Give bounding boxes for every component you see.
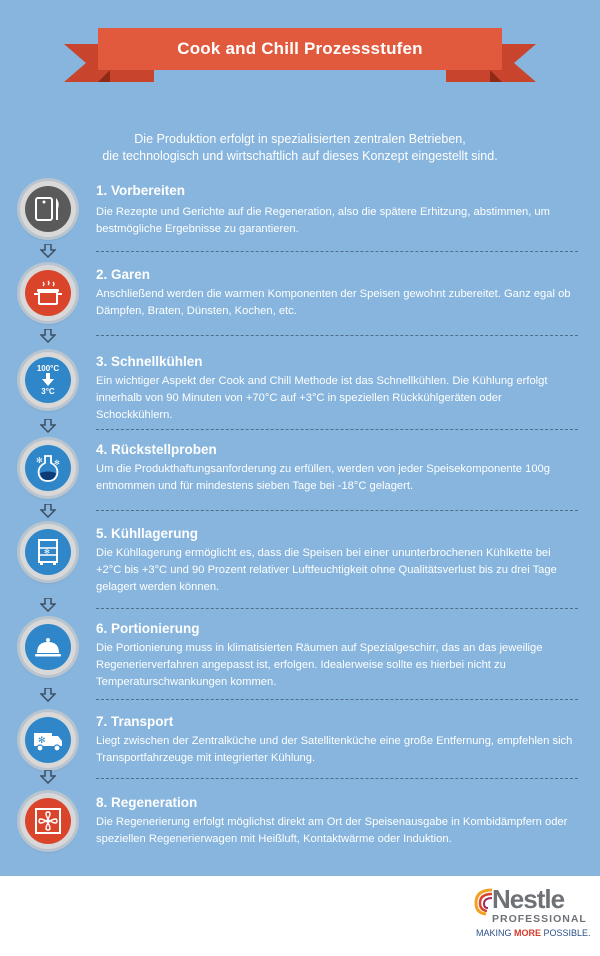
- step-5-title: 5. Kühllagerung: [96, 526, 199, 541]
- convection-fan-icon: [25, 798, 71, 844]
- arrow-down-icon: [40, 770, 56, 784]
- svg-text:✻: ✻: [44, 548, 50, 556]
- step-4-text: Um die Produkthaftungsanforderung zu erfüllen, werden von jeder Speisekomponente 100g entnommen und für mindestens sieben Tage bei -18°C gelagert.: [96, 463, 551, 492]
- ribbon-fold-right: [490, 70, 502, 82]
- logo-brand: Nestle: [492, 884, 565, 914]
- temperature-low-label: 3°C: [41, 387, 55, 396]
- svg-text:✻: ✻: [38, 736, 46, 746]
- ribbon-fold-left: [98, 70, 110, 82]
- logo-tag-post: POSSIBLE.: [541, 928, 591, 938]
- serving-cloche-icon: [25, 624, 71, 670]
- temperature-high-label: 100°C: [36, 364, 60, 373]
- step-1-title: 1. Vorbereiten: [96, 183, 186, 198]
- step-6-title: 6. Portionierung: [96, 621, 200, 636]
- step-4-title: 4. Rückstellproben: [96, 442, 217, 457]
- step-1-divider: [96, 251, 578, 252]
- cold-storage-icon: [25, 529, 71, 575]
- step-3-title: 3. Schnellkühlen: [96, 354, 203, 369]
- step-8-text: Die Regenerierung erfolgt möglichst direkt am Ort der Speisenausgabe in Kombidämpfern oder speziellen Regenerierwagen mit Heißluft, Kontaktwärme oder Induktion.: [96, 816, 568, 845]
- logo-tagline: [476, 928, 591, 938]
- step-4-icon-badge: [20, 440, 76, 496]
- step-3-divider: [96, 429, 578, 430]
- arrow-down-icon: [40, 329, 56, 343]
- logo-tag-pre: MAKING: [476, 928, 515, 938]
- step-4-divider: [96, 510, 578, 511]
- step-7-divider: [96, 778, 578, 779]
- arrow-down-icon: [40, 504, 56, 518]
- step-2-title: 2. Garen: [96, 267, 151, 282]
- svg-text:✻: ✻: [54, 459, 60, 467]
- sample-flask-icon: [25, 445, 71, 491]
- step-2-text: Anschließend werden die warmen Komponenten der Speisen gewohnt zubereitet. Ganz egal ob Dämpfen, Braten, Dünsten, Kochen, etc.: [96, 288, 571, 317]
- intro-text: [30, 131, 570, 165]
- temperature-down-icon: [25, 357, 71, 403]
- step-7-icon-badge: [20, 712, 76, 768]
- cutting-board-knife-icon: [25, 186, 71, 232]
- svg-text:✻: ✻: [36, 456, 43, 465]
- step-7-title: 7. Transport: [96, 714, 174, 729]
- arrow-down-icon: [40, 598, 56, 612]
- banner-title: Cook and Chill Prozessstufen: [98, 28, 502, 70]
- step-5-text: Die Kühllagerung ermöglicht es, dass die Speisen bei einer ununterbrochenen Kühlkette bei +2°C bis +3°C und 90 Prozent relativer Luftfeuchtigkeit ohne Qualitätsverlust bis zu drei Tage gelagert werden können.: [96, 547, 557, 593]
- step-2-icon-badge: [20, 265, 76, 321]
- step-6-divider: [96, 699, 578, 700]
- step-8-icon-badge: [20, 793, 76, 849]
- refrigerated-truck-icon: [25, 717, 71, 763]
- step-6-icon-badge: [20, 619, 76, 675]
- step-1-text: Die Rezepte und Gerichte auf die Regeneration, also die spätere Erhitzung, abstimmen, um bestmögliche Ergebnisse zu garantieren.: [96, 206, 550, 235]
- arrow-down-icon: [40, 244, 56, 258]
- step-8-title: 8. Regeneration: [96, 795, 198, 810]
- logo-sub: PROFESSIONAL: [492, 913, 587, 925]
- step-3-icon-badge: [20, 352, 76, 408]
- nestle-professional-logo: [472, 884, 592, 948]
- step-7-text: Liegt zwischen der Zentralküche und der Satellitenküche eine große Entfernung, empfehlen sich Transportfahrzeuge mit integrierter Kühlung.: [96, 735, 573, 764]
- step-3-text: Ein wichtiger Aspekt der Cook and Chill Methode ist das Schnellkühlen. Die Kühlung erfolgt innerhalb von 90 Minuten von +70°C auf +3°C in speziellen Rückkühlgeräten oder Schockkühlern.: [96, 375, 548, 421]
- step-5-divider: [96, 608, 578, 609]
- arrow-down-icon: [40, 688, 56, 702]
- step-5-icon-badge: [20, 524, 76, 580]
- step-2-divider: [96, 335, 578, 336]
- logo-tag-bold: MORE: [514, 928, 542, 938]
- nest-swirl-icon: [472, 886, 494, 916]
- step-1-icon-badge: [20, 181, 76, 237]
- intro-line-1: Die Produktion erfolgt in spezialisierten zentralen Betrieben,: [134, 132, 466, 146]
- arrow-down-icon: [40, 419, 56, 433]
- step-6-text: Die Portionierung muss in klimatisierten Räumen auf Spezialgeschirr, das an das jeweilige Regenerierverfahren angepasst ist, erfolgen. Idealerweise sollte es hierbei nicht zu Temperaturschwankungen kommen.: [96, 642, 543, 688]
- cooking-pot-icon: [25, 270, 71, 316]
- intro-line-2: die technologisch und wirtschaftlich auf dieses Konzept eingestellt sind.: [102, 149, 498, 163]
